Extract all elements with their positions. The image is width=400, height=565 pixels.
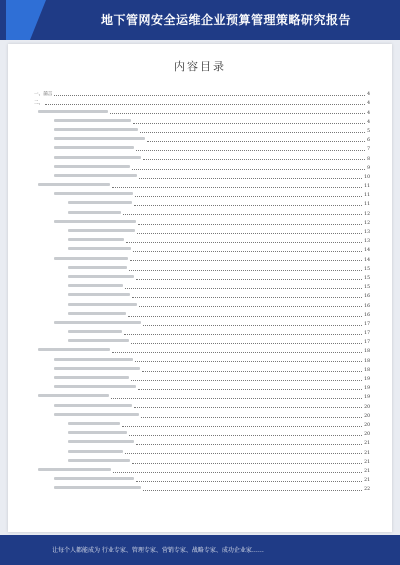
toc-entry[interactable] (34, 373, 370, 382)
toc-heading: 内容目录 (174, 60, 226, 73)
toc-entry[interactable] (34, 456, 370, 465)
toc-page-number: 21 (364, 478, 370, 484)
toc-leader-dots (132, 297, 362, 298)
toc-page-number: 6 (367, 138, 370, 144)
toc-page-number: 4 (367, 101, 370, 107)
toc-leader-dots (125, 453, 362, 454)
toc-leader-dots (135, 361, 362, 362)
toc-leader-dots (131, 380, 362, 381)
toc-leader-dots (136, 481, 362, 482)
toc-page-number: 20 (364, 404, 370, 410)
toc-leader-dots (129, 270, 362, 271)
toc-leader-dots (134, 205, 362, 206)
toc-entry[interactable] (34, 419, 370, 428)
toc-entry[interactable] (34, 217, 370, 226)
toc-leader-dots (136, 444, 362, 445)
toc-entry[interactable] (34, 171, 370, 180)
toc-page-number: 17 (364, 331, 370, 337)
toc-entry[interactable] (34, 152, 370, 161)
toc-page-number: 14 (364, 248, 370, 254)
toc-leader-dots (133, 123, 365, 124)
toc-entry[interactable] (34, 189, 370, 198)
toc-leader-dots (126, 242, 362, 243)
toc-page-number: 7 (367, 147, 370, 153)
toc-entry[interactable] (34, 437, 370, 446)
report-header-bar (0, 0, 400, 40)
toc-leader-dots (142, 371, 362, 372)
toc-page-number: 13 (364, 230, 370, 235)
toc-page-number: 21 (364, 468, 370, 474)
toc-page-number: 15 (364, 266, 370, 272)
toc-entry[interactable] (34, 345, 370, 354)
toc-leader-dots (54, 95, 365, 96)
toc-entry[interactable] (34, 116, 370, 125)
toc-entry[interactable] (34, 134, 370, 143)
toc-entry[interactable] (34, 410, 370, 419)
toc-leader-dots (138, 224, 362, 225)
toc-leader-dots (124, 334, 362, 335)
document-page (8, 44, 392, 532)
toc-entry[interactable] (34, 309, 370, 318)
footer-slogan: 让每个人都能成为 行业专家、管理专家、营销专家、战略专家、成功企业家…… (52, 547, 264, 554)
toc-page-number: 19 (364, 395, 370, 401)
toc-page-number: 16 (364, 294, 370, 300)
toc-entry[interactable] (34, 226, 370, 235)
toc-page-number: 17 (364, 321, 370, 327)
toc-page-number: 4 (367, 92, 370, 98)
toc-page-number: 18 (364, 349, 370, 355)
toc-leader-dots (135, 196, 362, 197)
toc-page-number: 15 (364, 285, 370, 291)
toc-page-number: 16 (364, 312, 370, 318)
toc-leader-dots (131, 343, 362, 344)
toc-entry[interactable] (34, 428, 370, 437)
toc-page-number: 18 (364, 358, 370, 364)
toc-leader-dots (123, 214, 362, 215)
toc-page-number: 11 (364, 184, 370, 190)
toc-page-number: 21 (364, 459, 370, 465)
toc-page-number: 10 (364, 174, 370, 180)
logo-icon (6, 0, 46, 40)
toc-entry[interactable] (34, 299, 370, 308)
toc-leader-dots (139, 306, 362, 307)
toc-entry[interactable] (34, 474, 370, 483)
toc-page-number: 11 (364, 193, 370, 199)
toc-entry[interactable] (34, 446, 370, 455)
toc-leader-dots (132, 169, 365, 170)
toc-entry[interactable] (34, 290, 370, 299)
toc-leader-dots (122, 426, 362, 427)
toc-page-number: 11 (364, 202, 370, 208)
toc-entry[interactable] (34, 281, 370, 290)
toc-entry[interactable] (34, 382, 370, 391)
toc-entry[interactable] (34, 336, 370, 345)
toc-entry[interactable] (34, 180, 370, 189)
toc-leader-dots (112, 187, 362, 188)
toc-page-number: 18 (364, 367, 370, 373)
toc-page-number: 21 (364, 450, 370, 456)
toc-page-number: 17 (364, 340, 370, 346)
toc-page-number: 15 (364, 275, 370, 281)
toc-entry[interactable] (34, 125, 370, 134)
toc-entry[interactable] (34, 97, 370, 106)
toc-page-number: 19 (364, 386, 370, 392)
toc-entry-title: 一、前言 (34, 92, 53, 98)
toc-leader-dots (110, 113, 365, 114)
toc-entry[interactable] (34, 143, 370, 152)
toc-leader-dots (143, 325, 362, 326)
toc-entry[interactable] (34, 253, 370, 262)
toc-leader-dots (132, 463, 362, 464)
toc-leader-dots (137, 233, 362, 234)
toc-page-number: 4 (367, 110, 370, 116)
toc-leader-dots (111, 398, 362, 399)
toc-entry[interactable] (34, 391, 370, 400)
toc-entry[interactable] (34, 235, 370, 244)
toc-leader-dots (113, 472, 362, 473)
toc-leader-dots (140, 132, 365, 133)
toc-leader-dots (136, 279, 362, 280)
toc-entry[interactable] (34, 88, 370, 97)
toc-entry[interactable] (34, 207, 370, 216)
toc-entry[interactable] (34, 354, 370, 363)
toc-entry[interactable] (34, 162, 370, 171)
toc-entry[interactable] (34, 244, 370, 253)
toc-entry-title (54, 486, 143, 492)
toc-entry[interactable] (34, 465, 370, 474)
toc-entry[interactable] (34, 327, 370, 336)
toc-leader-dots (130, 260, 362, 261)
toc-leader-dots (141, 417, 362, 418)
toc-page-number: 14 (364, 257, 370, 263)
toc-page-number: 20 (364, 422, 370, 428)
toc-leader-dots (45, 104, 365, 105)
toc-entry[interactable] (34, 400, 370, 409)
toc-page-number: 21 (364, 441, 370, 447)
toc-leader-dots (143, 159, 365, 160)
toc-leader-dots (147, 141, 365, 142)
toc-leader-dots (133, 251, 362, 252)
toc-entry[interactable] (34, 272, 370, 281)
toc-leader-dots (134, 407, 362, 408)
toc-page-number: 20 (364, 432, 370, 438)
toc-page-number: 12 (364, 220, 370, 226)
toc-entry[interactable] (34, 263, 370, 272)
toc-entry[interactable] (34, 106, 370, 115)
toc-leader-dots (129, 435, 362, 436)
toc-leader-dots (125, 288, 362, 289)
toc-page-number: 16 (364, 303, 370, 309)
toc-leader-dots (139, 178, 362, 179)
toc-page-number: 20 (364, 413, 370, 419)
toc-entry[interactable] (34, 364, 370, 373)
report-footer-bar (0, 535, 400, 565)
toc-entry[interactable] (34, 198, 370, 207)
toc-page-number: 19 (364, 377, 370, 382)
toc-page-number: 12 (364, 211, 370, 217)
toc-leader-dots (128, 316, 362, 317)
toc-entry[interactable] (34, 318, 370, 327)
toc-entry-title: 二、 (34, 101, 44, 107)
toc-leader-dots (138, 389, 362, 390)
toc-entry[interactable] (34, 483, 370, 492)
toc-page-number: 13 (364, 239, 370, 245)
toc-page-number: 4 (367, 119, 370, 125)
toc-leader-dots (112, 352, 362, 353)
toc-page-number: 22 (364, 487, 370, 493)
report-title: 地下管网安全运维企业预算管理策略研究报告 (100, 13, 351, 27)
toc-page-number: 9 (367, 165, 370, 171)
toc-list (34, 88, 370, 492)
toc-page-number: 5 (367, 128, 370, 134)
toc-leader-dots (136, 150, 365, 151)
toc-page-number: 8 (367, 156, 370, 162)
toc-leader-dots (143, 490, 362, 491)
